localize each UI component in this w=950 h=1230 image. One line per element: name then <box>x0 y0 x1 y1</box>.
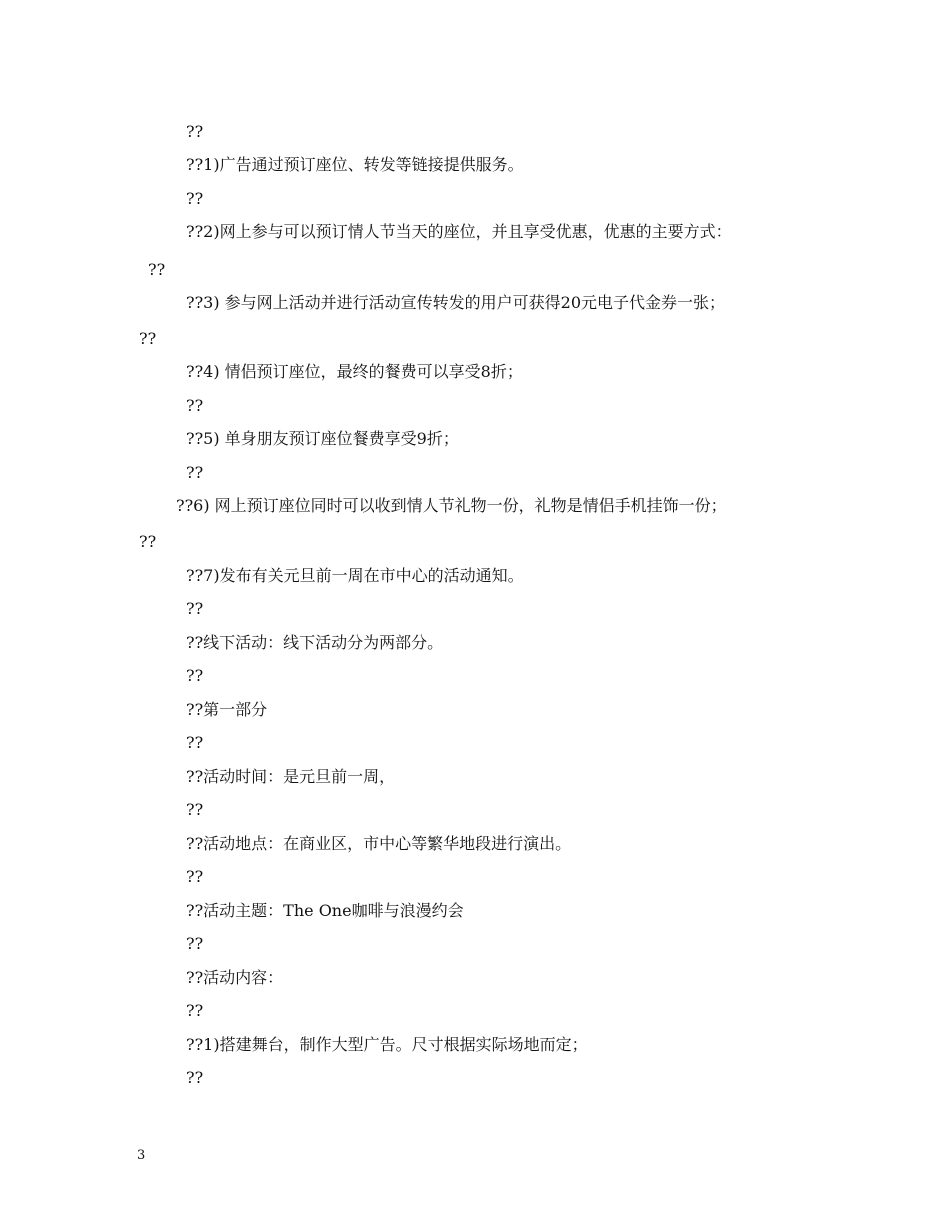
page-number: 3 <box>137 1148 146 1163</box>
text-line: ??4) 情侣预订座位，最终的餐费可以享受8折； <box>186 362 523 381</box>
text-line: ?? <box>186 867 204 886</box>
text-line: ??活动内容： <box>186 968 284 987</box>
text-line: ??3) 参与网上活动并进行活动宣传转发的用户可获得20元电子代金券一张； <box>186 293 726 312</box>
text-line: ?? <box>186 1068 204 1087</box>
text-line: ?? <box>186 666 204 685</box>
text-line: ??第一部分 <box>186 700 268 719</box>
text-line: ?? <box>186 1001 204 1020</box>
text-line: ?? <box>186 463 204 482</box>
text-line: ?? <box>139 329 157 348</box>
text-line: ??活动时间：是元旦前一周， <box>186 767 396 786</box>
text-line: ??5) 单身朋友预订座位餐费享受9折； <box>186 429 459 448</box>
text-line: ??线下活动：线下活动分为两部分。 <box>186 633 444 652</box>
text-line: ??2)网上参与可以预订情人节当天的座位，并且享受优惠，优惠的主要方式： <box>186 222 732 241</box>
text-line: ??7)发布有关元旦前一周在市中心的活动通知。 <box>186 566 524 585</box>
text-line: ?? <box>186 396 204 415</box>
text-line: ?? <box>139 532 157 551</box>
text-line: ?? <box>186 122 204 141</box>
text-line: ?? <box>186 800 204 819</box>
text-line: ?? <box>186 733 204 752</box>
text-line: ?? <box>186 934 204 953</box>
text-line: ??6) 网上预订座位同时可以收到情人节礼物一份，礼物是情侣手机挂饰一份； <box>176 496 727 515</box>
text-line: ?? <box>186 189 204 208</box>
text-line: ??活动主题：The One咖啡与浪漫约会 <box>186 901 464 920</box>
text-line: ?? <box>186 599 204 618</box>
text-line: ??1)搭建舞台，制作大型广告。尺寸根据实际场地而定； <box>186 1035 588 1054</box>
text-line: ??活动地点：在商业区，市中心等繁华地段进行演出。 <box>186 834 572 853</box>
text-line: ??1)广告通过预订座位、转发等链接提供服务。 <box>186 155 524 174</box>
text-line: ?? <box>148 260 166 279</box>
